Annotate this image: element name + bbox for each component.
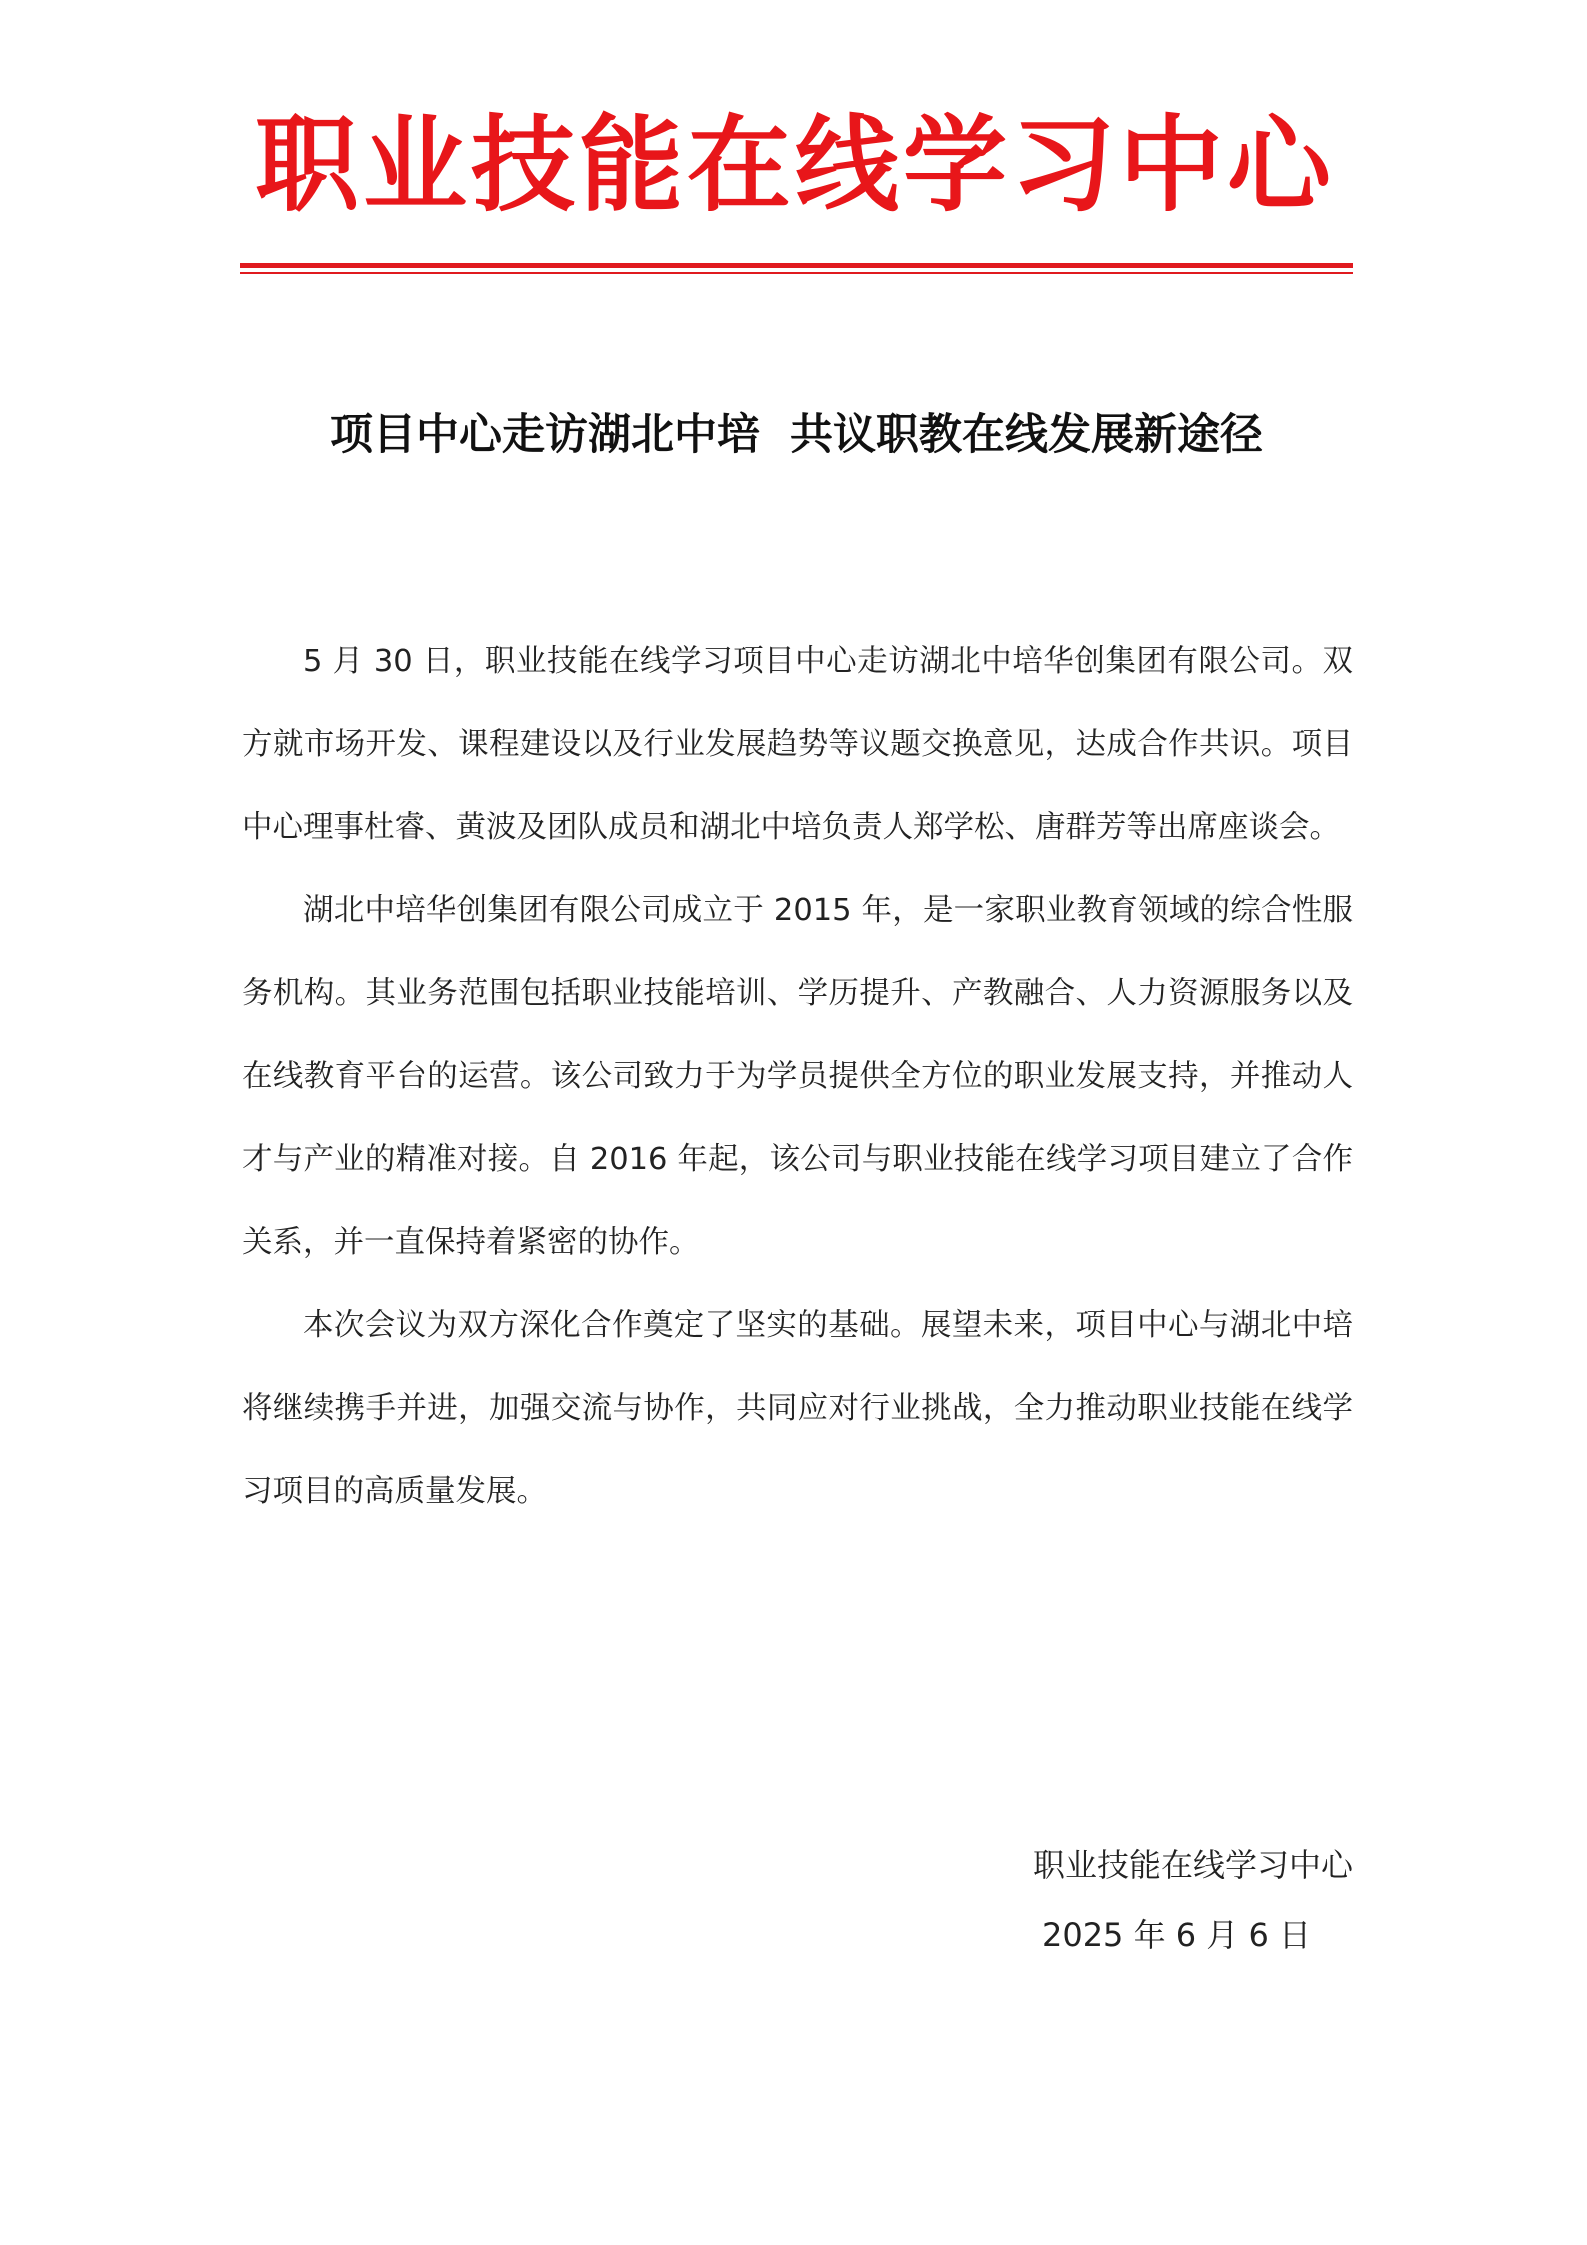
article-title: 项目中心走访湖北中培 共议职教在线发展新途径 — [330, 410, 1263, 460]
article-body — [242, 620, 1353, 1533]
signature-block — [700, 1830, 1353, 1970]
signature-date: 2025 年 6 月 6 日 — [1041, 1916, 1311, 1954]
masthead-title: 职业技能在线学习中心 — [254, 103, 1335, 226]
article-paragraph: 5 月 30 日，职业技能在线学习项目中心走访湖北中培华创集团有限公司。双方就市场开发、课程建设以及行业发展趋势等议题交换意见，达成合作共识。项目中心理事杜睿、黄波及团队成员和湖北中培负责人郑学松、唐群芳等出席座谈会。 — [242, 644, 1353, 845]
masthead-rule-thin — [240, 272, 1353, 274]
signature-organization: 职业技能在线学习中心 — [1032, 1846, 1353, 1884]
article-paragraph: 本次会议为双方深化合作奠定了坚实的基础。展望未来，项目中心与湖北中培将继续携手并进，加强交流与协作，共同应对行业挑战，全力推动职业技能在线学习项目的高质量发展。 — [242, 1308, 1353, 1509]
article-paragraph: 湖北中培华创集团有限公司成立于 2015 年，是一家职业教育领域的综合性服务机构。其业务范围包括职业技能培训、学历提升、产教融合、人力资源服务以及在线教育平台的运营。该公司致力于为学员提供全方位的职业发展支持，并推动人才与产业的精准对接。自 2016 年起，该公司与职业技能在线学习项目建立了合作关系，并一直保持着紧密的协作。 — [242, 893, 1353, 1260]
masthead-rule-thick — [240, 263, 1353, 268]
